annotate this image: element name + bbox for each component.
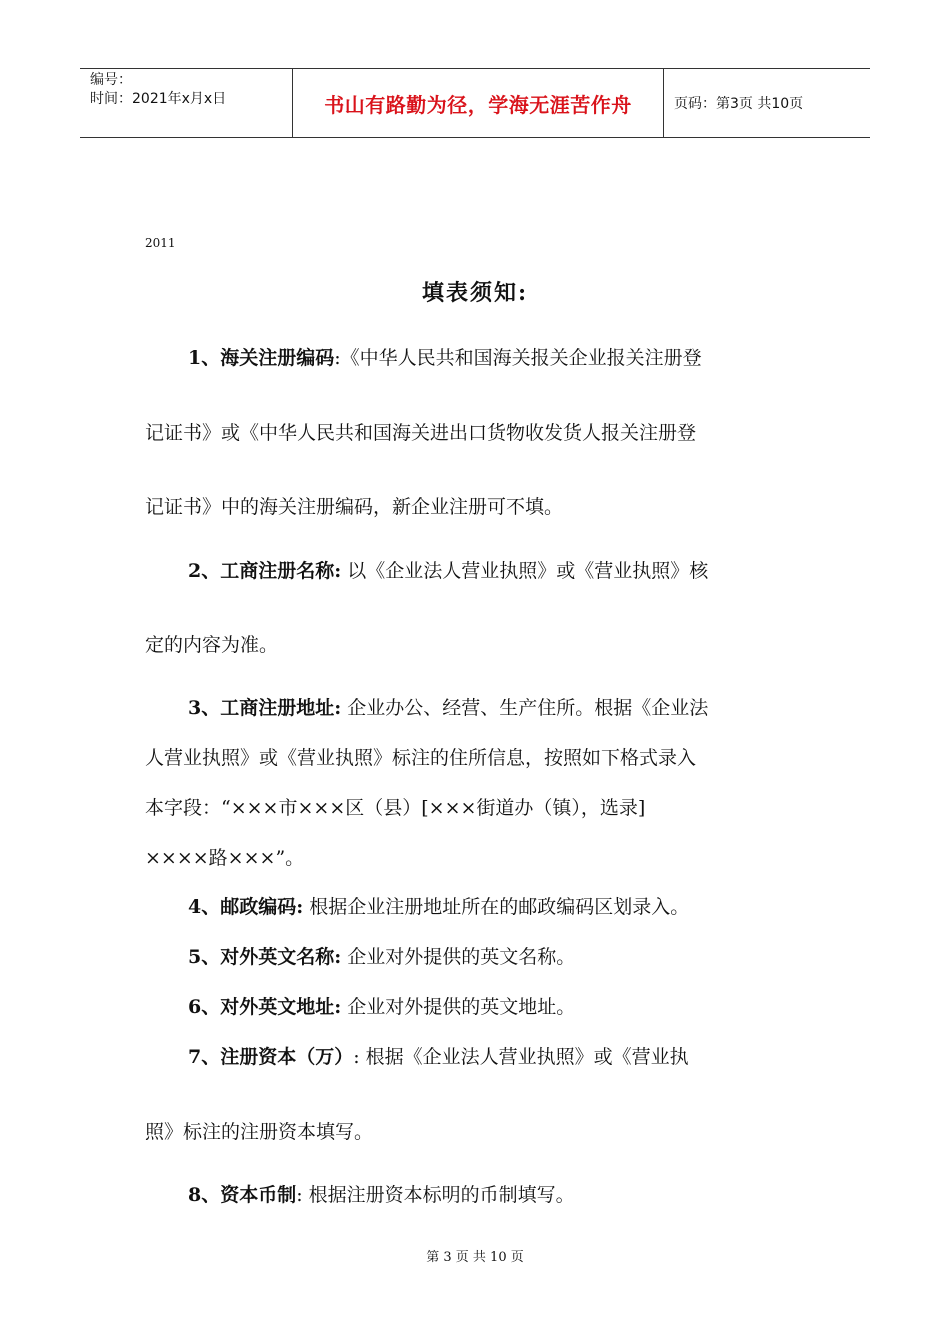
- item-7-line-2: 照》标注的注册资本填写。: [145, 1121, 374, 1143]
- item-8-text: : 根据注册资本标明的币制填写。: [296, 1184, 575, 1206]
- item-3-line-2: 人营业执照》或《营业执照》标注的住所信息，按照如下格式录入: [145, 747, 697, 769]
- item-2-text: 以《企业法人营业执照》或《营业执照》核: [341, 560, 709, 582]
- document-number-label: 编号：: [90, 72, 132, 88]
- item-4-text: 根据企业注册地址所在的邮政编码区划录入。: [303, 896, 690, 918]
- item-1-line-2: 记证书》或《中华人民共和国海关进出口货物收发货人报关注册登: [145, 422, 697, 444]
- item-7-text: : 根据《企业法人营业执照》或《营业执: [353, 1046, 689, 1068]
- item-1-line-3: 记证书》中的海关注册编码，新企业注册可不填。: [145, 496, 564, 518]
- item-2-line-2: 定的内容为准。: [145, 634, 279, 656]
- item-3-line-4: ××××路×××”。: [145, 847, 305, 869]
- item-3-line-1: [188, 693, 708, 720]
- header-page-info: 页码：第3页 共10页: [674, 96, 804, 112]
- item-1-text: :《中华人民共和国海关报关企业报关注册登: [334, 347, 702, 369]
- item-3-line-3: 本字段：“×××市×××区（县）[×××街道办（镇），选录]: [145, 797, 646, 819]
- header-motto: 书山有路勤为径，学海无涯苦作舟: [293, 69, 664, 137]
- item-2-line-1: [188, 556, 708, 583]
- item-2-heading: 2、工商注册名称:: [188, 560, 342, 582]
- page-header: [80, 68, 870, 138]
- item-3-heading: 3、工商注册地址:: [188, 697, 342, 719]
- page-footer: 第 3 页 共 10 页: [426, 1250, 524, 1265]
- item-5-text: 企业对外提供的英文名称。: [341, 946, 576, 968]
- item-6-line-1: [188, 992, 575, 1019]
- item-8-heading: 8、资本币制: [188, 1184, 297, 1206]
- item-8-line-1: [188, 1180, 575, 1207]
- item-6-heading: 6、对外英文地址:: [188, 996, 342, 1018]
- header-meta: [80, 69, 293, 137]
- document-date: 时间：2021年x月x日: [90, 91, 227, 107]
- item-6-text: 企业对外提供的英文地址。: [341, 996, 576, 1018]
- item-5-heading: 5、对外英文名称:: [188, 946, 342, 968]
- page-title: 填表须知:: [421, 280, 529, 306]
- item-4-heading: 4、邮政编码:: [188, 896, 304, 918]
- item-3-text: 企业办公、经营、生产住所。根据《企业法: [341, 697, 709, 719]
- item-4-line-1: [188, 892, 689, 919]
- item-7-line-1: [188, 1042, 689, 1069]
- item-7-heading: 7、注册资本（万）: [188, 1046, 354, 1068]
- year-text: 2011: [145, 236, 176, 250]
- item-1-heading: 1、海关注册编码: [188, 347, 335, 369]
- item-1-line-1: [188, 343, 702, 370]
- item-5-line-1: [188, 942, 575, 969]
